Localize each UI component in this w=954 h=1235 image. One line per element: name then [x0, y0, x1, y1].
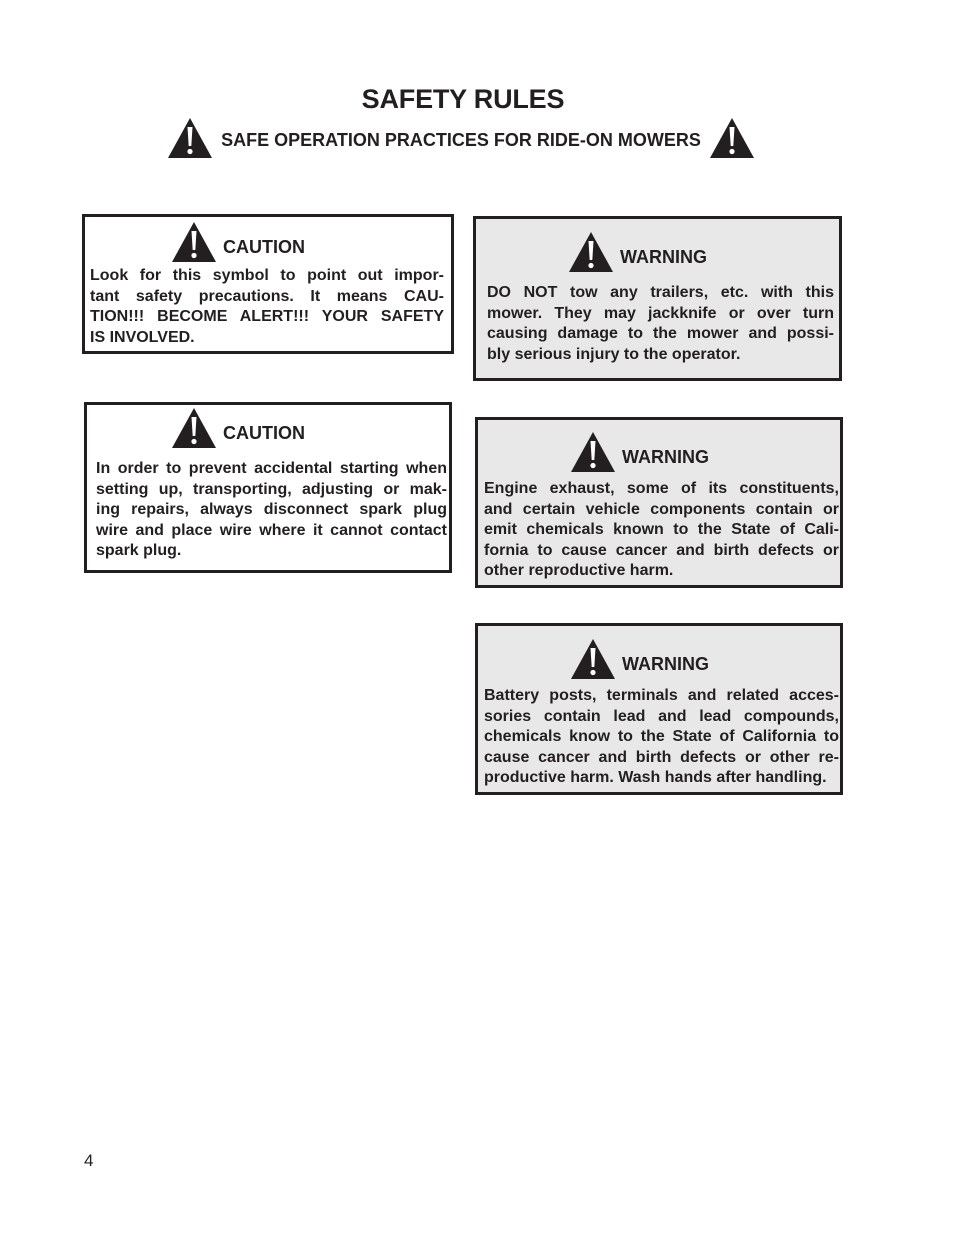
warning-triangle-icon — [171, 407, 217, 449]
warning-label: WARNING — [620, 246, 707, 267]
warning-label: WARNING — [622, 653, 709, 674]
text-line: bly serious injury to the operator. — [487, 345, 741, 363]
text-line: cause cancer and birth defects or other re- — [484, 748, 839, 766]
warning-box-exhaust — [475, 417, 843, 588]
page-title: SAFETY RULES — [361, 84, 565, 114]
warning-triangle-icon — [568, 231, 614, 273]
caution-box-spark-plug — [84, 402, 452, 573]
caution-text — [90, 266, 444, 348]
text-line: tant safety precautions. It means CAU- — [90, 287, 444, 305]
warning-header — [568, 231, 707, 273]
text-line: IS INVOLVED. — [90, 328, 195, 346]
caution-text — [96, 459, 447, 562]
text-line: chemicals know to the State of California to — [484, 728, 839, 746]
page-number: 4 — [84, 1151, 94, 1170]
text-line: Engine exhaust, some of its constituents, — [484, 480, 839, 497]
warning-box-towing — [473, 216, 842, 381]
caution-header — [171, 407, 305, 449]
warning-text — [484, 686, 839, 789]
text-line: and certain vehicle components contain or — [484, 500, 839, 518]
text-line: causing damage to the mower and possi- — [487, 325, 834, 343]
text-line: TION!!! BECOME ALERT!!! YOUR SAFETY — [90, 308, 444, 326]
text-line: sories contain lead and lead compounds, — [484, 707, 839, 725]
warning-label: WARNING — [622, 446, 709, 467]
warning-header — [570, 638, 709, 680]
text-line: mower. They may jackknife or over turn — [487, 304, 834, 322]
text-line: Battery posts, terminals and related acces- — [484, 687, 839, 704]
text-line: DO NOT tow any trailers, etc. with this — [487, 284, 834, 301]
text-line: Look for this symbol to point out impor- — [90, 267, 444, 284]
warning-triangle-icon — [709, 117, 755, 159]
text-line: fornia to cause cancer and birth defects or — [484, 541, 839, 559]
warning-text — [484, 479, 839, 582]
subtitle-row — [0, 117, 922, 159]
text-line: spark plug. — [96, 542, 182, 560]
text-line: setting up, transporting, adjusting or mak- — [96, 480, 447, 498]
warning-text — [487, 283, 834, 365]
caution-label: CAUTION — [223, 236, 305, 257]
caution-box-symbol — [82, 214, 454, 354]
warning-triangle-icon — [167, 117, 213, 159]
page-subtitle: SAFE OPERATION PRACTICES FOR RIDE-ON MOWERS — [221, 129, 701, 150]
text-line: emit chemicals known to the State of Cali- — [484, 521, 839, 539]
text-line: In order to prevent accidental starting when — [96, 460, 447, 477]
text-line: productive harm. Wash hands after handling. — [484, 769, 827, 787]
text-line: ing repairs, always disconnect spark plug — [96, 501, 447, 519]
warning-triangle-icon — [570, 638, 616, 680]
caution-header — [171, 221, 305, 263]
warning-triangle-icon — [570, 431, 616, 473]
warning-header — [570, 431, 709, 473]
text-line: wire and place wire where it cannot contact — [96, 521, 447, 539]
text-line: other reproductive harm. — [484, 562, 674, 580]
warning-triangle-icon — [171, 221, 217, 263]
caution-label: CAUTION — [223, 422, 305, 443]
warning-box-battery — [475, 623, 843, 795]
